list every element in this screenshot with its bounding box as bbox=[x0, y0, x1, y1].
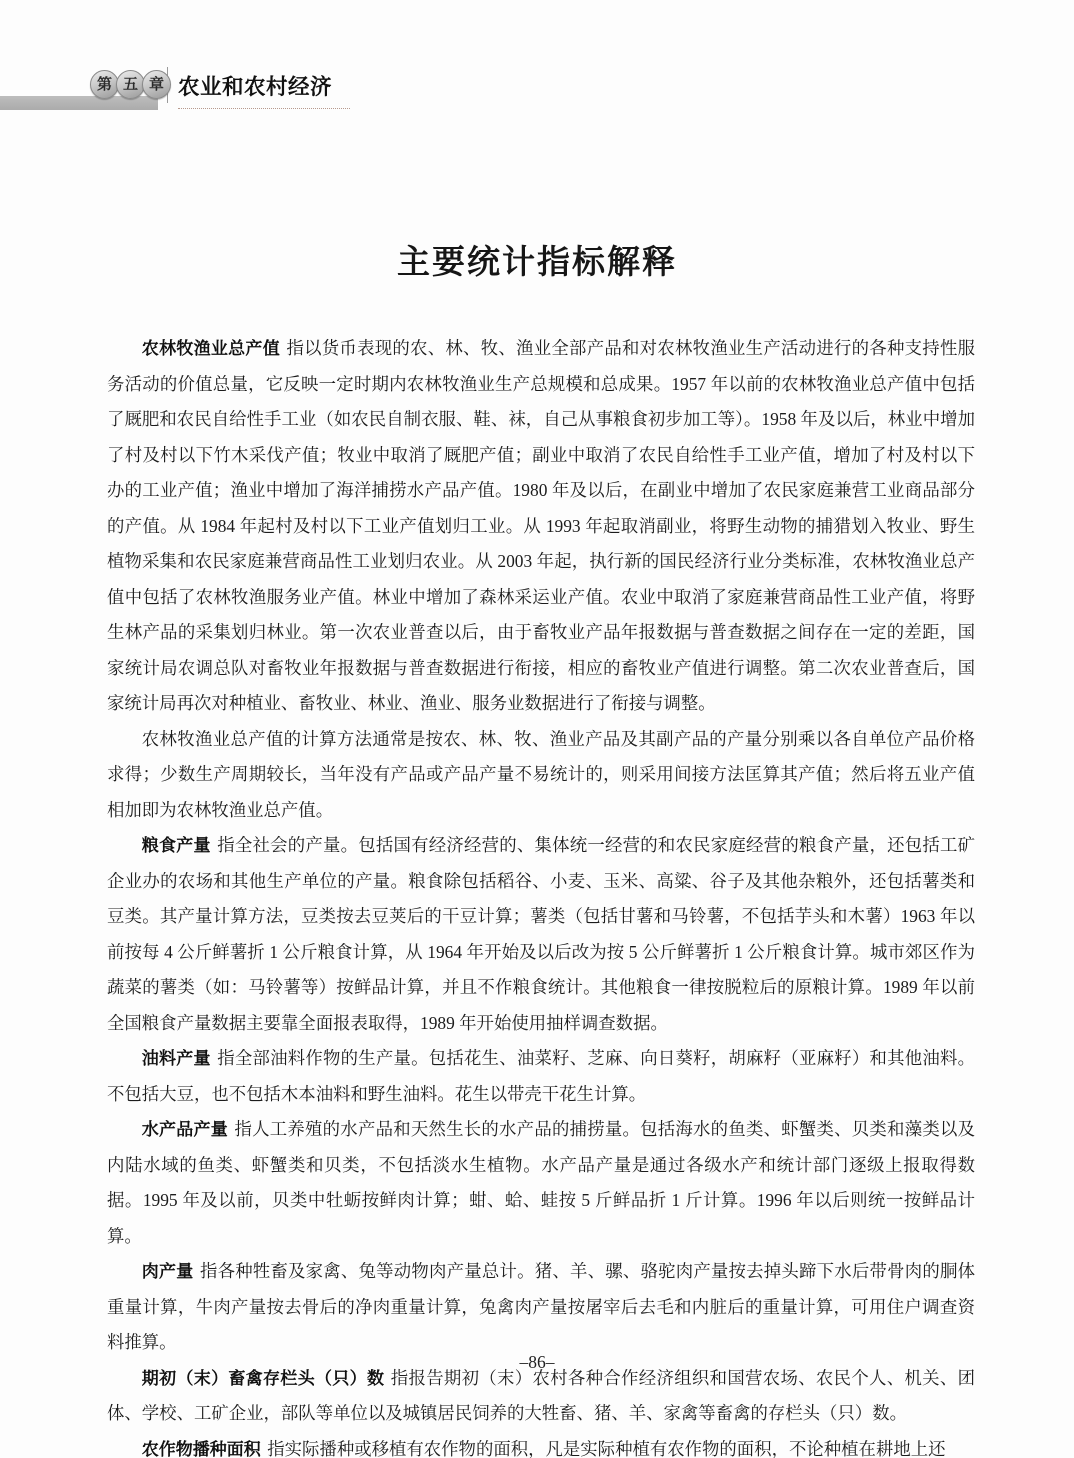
definition-text: 指实际播种或移植有农作物的面积，凡是实际种植有农作物的面积，不论种植在耕地上还 bbox=[267, 1438, 946, 1458]
definition-text: 指各种牲畜及家禽、兔等动物肉产量总计。猪、羊、骡、骆驼肉产量按去掉头蹄下水后带骨肉的胴体重量计算，牛肉产量按去骨后的净肉重量计算，兔禽肉产量按屠宰后去毛和内脏后的重量计算，可用住户调查资料推算。 bbox=[107, 1261, 976, 1352]
definition-term: 肉产量 bbox=[141, 1262, 194, 1281]
definition-paragraph bbox=[107, 1041, 975, 1112]
definition-term: 农林牧渔业总产值 bbox=[141, 339, 280, 358]
definition-term: 油料产量 bbox=[141, 1049, 211, 1068]
definition-text: 指人工养殖的水产品和天然生长的水产品的捕捞量。包括海水的鱼类、虾蟹类、贝类和藻类以及内陆水域的鱼类、虾蟹类和贝类，不包括淡水生植物。水产品产量是通过各级水产和统计部门逐级上报取得数据。1995 年及以前，贝类中牡蛎按鲜肉计算；蚶、蛤、蛙按 5 斤鲜品折 1 斤计算。1996 年以后则统一按鲜品计算。 bbox=[107, 1119, 975, 1246]
definition-term: 期初（末）畜禽存栏头（只）数 bbox=[141, 1368, 385, 1388]
page-title: 主要统计指标解释 bbox=[397, 243, 677, 280]
definition-text: 农林牧渔业总产值的计算方法通常是按农、林、牧、渔业产品及其副产品的产量分别乘以各自单位产品价格求得；少数生产周期较长，当年没有产品或产品产量不易统计的，则采用间接方法匡算其产值；然后将五业产值相加即为农林牧渔业总产值。 bbox=[107, 728, 975, 820]
definition-term: 粮食产量 bbox=[141, 836, 211, 855]
chapter-title: 农业和农村经济 bbox=[178, 70, 350, 109]
definition-term: 水产品产量 bbox=[141, 1120, 229, 1139]
chapter-badge bbox=[90, 70, 168, 99]
chapter-badge-char: 第 bbox=[90, 70, 119, 99]
definition-paragraph bbox=[107, 1254, 975, 1361]
definition-paragraph bbox=[107, 1432, 975, 1458]
page-number: –86– bbox=[519, 1352, 555, 1372]
definition-text: 指全社会的产量。包括国有经济经营的、集体统一经营的和农民家庭经营的粮食产量，还包括工矿企业办的农场和其他生产单位的产量。粮食除包括稻谷、小麦、玉米、高粱、谷子及其他杂粮外，还包括薯类和豆类。其产量计算方法，豆类按去豆荚后的干豆计算；薯类（包括甘薯和马铃薯，不包括芋头和木薯）1963 年以前按每 4 公斤鲜薯折 1 公斤粮食计算，从 1964 年开始及以后改为按 5 公斤鲜薯折 1 公斤粮食计算。城市郊区作为蔬菜的薯类（如：马铃薯等）按鲜品计算，并且不作粮食统计。其他粮食一律按脱粒后的原粮计算。1989 年以前全国粮食产量数据主要靠全面报表取得，1989 年开始使用抽样调查数据。 bbox=[107, 835, 975, 1033]
definition-paragraph bbox=[107, 722, 975, 829]
definition-paragraph bbox=[107, 828, 975, 1041]
chapter-badge-char: 章 bbox=[142, 70, 171, 99]
definition-paragraph bbox=[107, 331, 975, 722]
definition-term: 农作物播种面积 bbox=[141, 1439, 261, 1458]
definition-paragraph bbox=[107, 1112, 975, 1254]
definition-text: 指报告期初（末）农村各种合作经济组织和国营农场、农民个人、机关、团体、学校、工矿企业，部队等单位以及城镇居民饲养的大牲畜、猪、羊、家禽等畜禽的存栏头（只）数。 bbox=[107, 1367, 976, 1423]
chapter-badge-char: 五 bbox=[116, 70, 145, 99]
definition-text: 指全部油料作物的生产量。包括花生、油菜籽、芝麻、向日葵籽，胡麻籽（亚麻籽）和其他油料。不包括大豆，也不包括木本油料和野生油料。花生以带壳干花生计算。 bbox=[107, 1048, 975, 1104]
definition-text: 指以货币表现的农、林、牧、渔业全部产品和对农林牧渔业生产活动进行的各种支持性服务活动的价值总量，它反映一定时期内农林牧渔业生产总规模和总成果。1957 年以前的农林牧渔业总产值中包括了厩肥和农民自给性手工业（如农民自制衣服、鞋、袜，自己从事粮食初步加工等）。1958 年及以后，林业中增加了村及村以下竹木采伐产值；牧业中取消了厩肥产值；副业中取消了农民自给性手工业产值，增加了村及村以下办的工业产值；渔业中增加了海洋捕捞水产品产值。1980 年及以后，在副业中增加了农民家庭兼营工业商品部分的产值。从 1984 年起村及村以下工业产值划归工业。从 1993 年起取消副业，将野生动物的捕猎划入牧业、野生植物采集和农民家庭兼营商品性工业划归农业。从 2003 年起，执行新的国民经济行业分类标准，农林牧渔业总产值中包括了农林牧渔服务业产值。林业中增加了森林采运业产值。农业中取消了家庭兼营商品性工业产值，将野生林产品的采集划归林业。第一次农业普查以后，由于畜牧业产品年报数据与普查数据之间存在一定的差距，国家统计局农调总队对畜牧业年报数据与普查数据进行衔接，相应的畜牧业产值进行调整。第二次农业普查后，国家统计局再次对种植业、畜牧业、林业、渔业、服务业数据进行了衔接与调整。 bbox=[107, 338, 976, 713]
definitions-body bbox=[107, 331, 975, 1458]
